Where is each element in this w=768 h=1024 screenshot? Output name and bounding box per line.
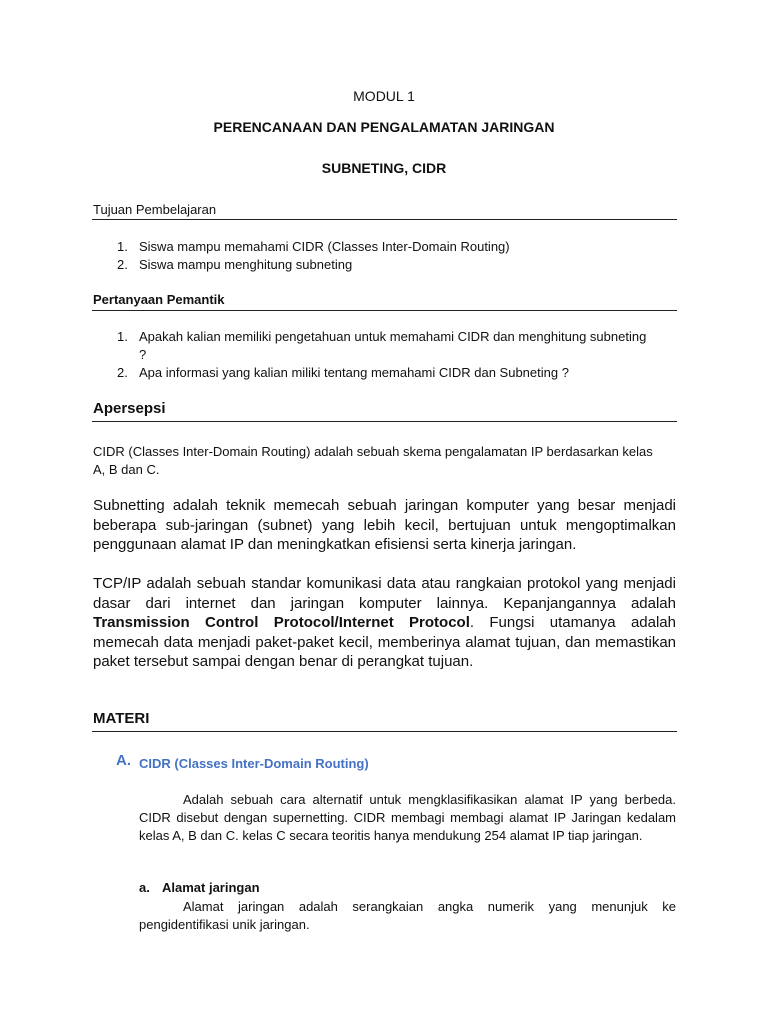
pertanyaan-divider: [92, 310, 677, 311]
list-item: 1. Apakah kalian memiliki pengetahuan untuk memahami CIDR dan menghitung subneting ?: [117, 329, 647, 362]
tujuan-list: [93, 238, 677, 274]
section-a-letter: A.: [116, 752, 131, 769]
pertanyaan-heading: Pertanyaan Pemantik: [93, 292, 225, 307]
apersepsi-paragraph-1: CIDR (Classes Inter-Domain Routing) adalah sebuah skema pengalamatan IP berdasarkan kelas A, B dan C.: [93, 444, 653, 477]
subsection-a-letter: a.: [139, 880, 150, 895]
document-subtitle: SUBNETING, CIDR: [321, 160, 447, 176]
apersepsi-heading: Apersepsi: [93, 400, 166, 417]
subsection-a-title: Alamat jaringan: [162, 880, 260, 895]
document-title: PERENCANAAN DAN PENGALAMATAN JARINGAN: [213, 119, 555, 135]
apersepsi-paragraph-2: Subnetting adalah teknik memecah sebuah jaringan komputer yang besar menjadi beberapa sub-jaringan (subnet) yang lebih kecil, bertujuan untuk mengoptimalkan penggunaan alamat IP dan meningkatkan efisiensi serta kinerja jaringan.: [93, 497, 676, 553]
list-item: 1. Siswa mampu memahami CIDR (Classes Inter-Domain Routing): [117, 239, 510, 254]
section-a-title: CIDR (Classes Inter-Domain Routing): [139, 756, 369, 771]
tujuan-heading: Tujuan Pembelajaran: [93, 202, 217, 217]
tujuan-divider: [92, 219, 677, 220]
materi-divider: [92, 731, 677, 732]
apersepsi-divider: [92, 421, 677, 422]
section-a-paragraph: Adalah sebuah cara alternatif untuk mengklasifikasikan alamat IP yang berbeda. CIDR disebut dengan supernetting. CIDR membagi membagi alamat IP Jaringan kedalam kelas A, B dan C. kelas C secara teoritis hanya mendukung 254 alamat IP tiap jaringan.: [139, 792, 676, 843]
materi-heading: MATERI: [93, 710, 150, 727]
list-item: 2. Apa informasi yang kalian miliki tentang memahami CIDR dan Subneting ?: [117, 365, 569, 380]
tcpip-expansion: Transmission Control Protocol/Internet Protocol: [93, 614, 470, 631]
module-label: MODUL 1: [353, 88, 415, 104]
pertanyaan-list: [93, 328, 653, 382]
subsection-a-paragraph: Alamat jaringan adalah serangkaian angka numerik yang menunjuk ke pengidentifikasi unik jaringan.: [139, 899, 676, 932]
apersepsi-paragraph-3: TCP/IP adalah sebuah standar komunikasi data atau rangkaian protokol yang menjadi dasar dari internet dan jaringan komputer lainnya. Kepanjangannya adalah Transmission Control Protocol/Internet Protocol. Fungsi utamanya adalah memecah data menjadi paket-paket kecil, memberinya alamat tujuan, dan memastikan paket tersebut sampai dengan benar di perangkat tujuan.: [93, 575, 676, 670]
list-item: 2. Siswa mampu menghitung subneting: [117, 257, 353, 272]
